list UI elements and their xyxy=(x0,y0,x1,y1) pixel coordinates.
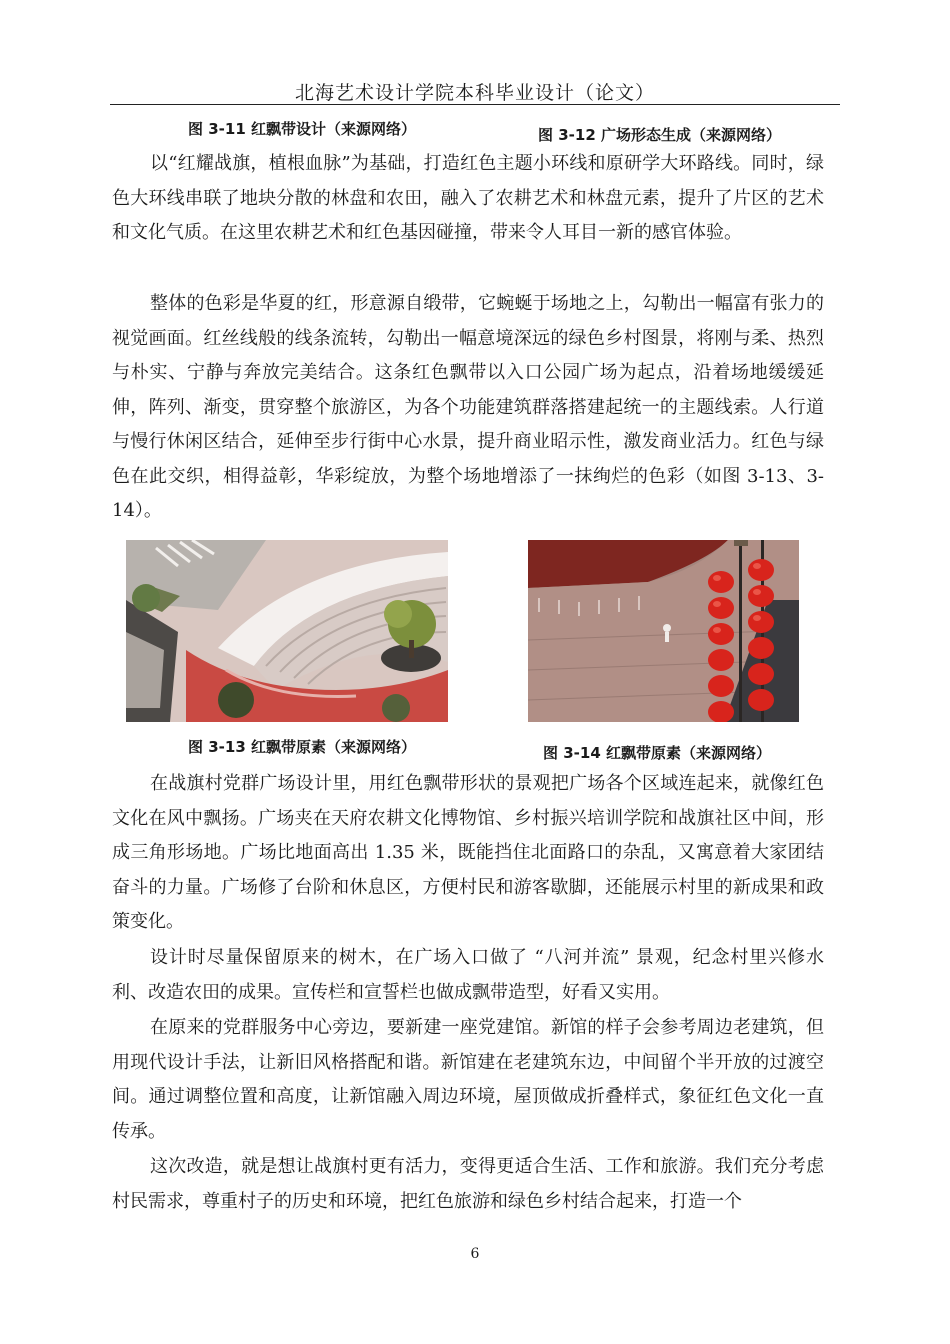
page-number: 6 xyxy=(470,1246,480,1262)
body-paragraph-2: 整体的色彩是华夏的红，形意源自缎带，它蜿蜒于场地之上，勾勒出一幅富有张力的视觉画面。红丝线般的线条流转，勾勒出一幅意境深远的绿色乡村图景，将刚与柔、热烈与朴实、宁静与奔放完美结合。这条红色飘带以入口公园广场为起点，沿着场地缓缓延伸，阵列、渐变，贯穿整个旅游区，为各个功能建筑群落搭建起统一的主题线索。人行道与慢行休闲区结合，延伸至步行街中心水景，提升商业昭示性，激发商业活力。红色与绿色在此交织，相得益彰，华彩绽放，为整个场地增添了一抹绚烂的色彩（如图 3-13、3-14）。 xyxy=(112,293,824,521)
figure-caption-3-12: 图 3-12 广场形态生成（来源网络） xyxy=(538,126,781,144)
figure-caption-3-13: 图 3-13 红飘带原素（来源网络） xyxy=(188,738,416,756)
body-paragraph-4: 设计时尽量保留原来的树木，在广场入口做了 “八河并流” 景观，纪念村里兴修水利、改造农田的成果。宣传栏和宣誓栏也做成飘带造型，好看又实用。 xyxy=(112,947,824,1003)
figure-caption-3-11: 图 3-11 红飘带设计（来源网络） xyxy=(188,120,416,138)
figure-3-13-image xyxy=(126,540,448,722)
header-divider xyxy=(110,104,840,105)
body-paragraph-5: 在原来的党群服务中心旁边，要新建一座党建馆。新馆的样子会参考周边老建筑，但用现代设计手法，让新旧风格搭配和谐。新馆建在老建筑东边，中间留个半开放的过渡空间。通过调整位置和高度，让新馆融入周边环境，屋顶做成折叠样式，象征红色文化一直传承。 xyxy=(112,1017,824,1142)
figure-3-14-image xyxy=(528,540,799,722)
page-header-title: 北海艺术设计学院本科毕业设计（论文） xyxy=(294,82,655,104)
body-paragraph-3: 在战旗村党群广场设计里，用红色飘带形状的景观把广场各个区域连起来，就像红色文化在风中飘扬。广场夹在天府农耕文化博物馆、乡村振兴培训学院和战旗社区中间，形成三角形场地。广场比地面高出 1.35 米，既能挡住北面路口的杂乱，又寓意着大家团结奋斗的力量。广场修了台阶和休息区，方便村民和游客歇脚，还能展示村里的新成果和政策变化。 xyxy=(112,773,824,932)
figure-caption-3-14: 图 3-14 红飘带原素（来源网络） xyxy=(543,744,771,762)
body-paragraph-6: 这次改造，就是想让战旗村更有活力，变得更适合生活、工作和旅游。我们充分考虑村民需求，尊重村子的历史和环境，把红色旅游和绿色乡村结合起来，打造一个 xyxy=(112,1156,824,1212)
body-paragraph-1: 以“红耀战旗，植根血脉”为基础，打造红色主题小环线和原研学大环路线。同时，绿色大环线串联了地块分散的林盘和农田，融入了农耕艺术和林盘元素，提升了片区的艺术和文化气质。在这里农耕艺术和红色基因碰撞，带来令人耳目一新的感官体验。 xyxy=(112,153,824,243)
